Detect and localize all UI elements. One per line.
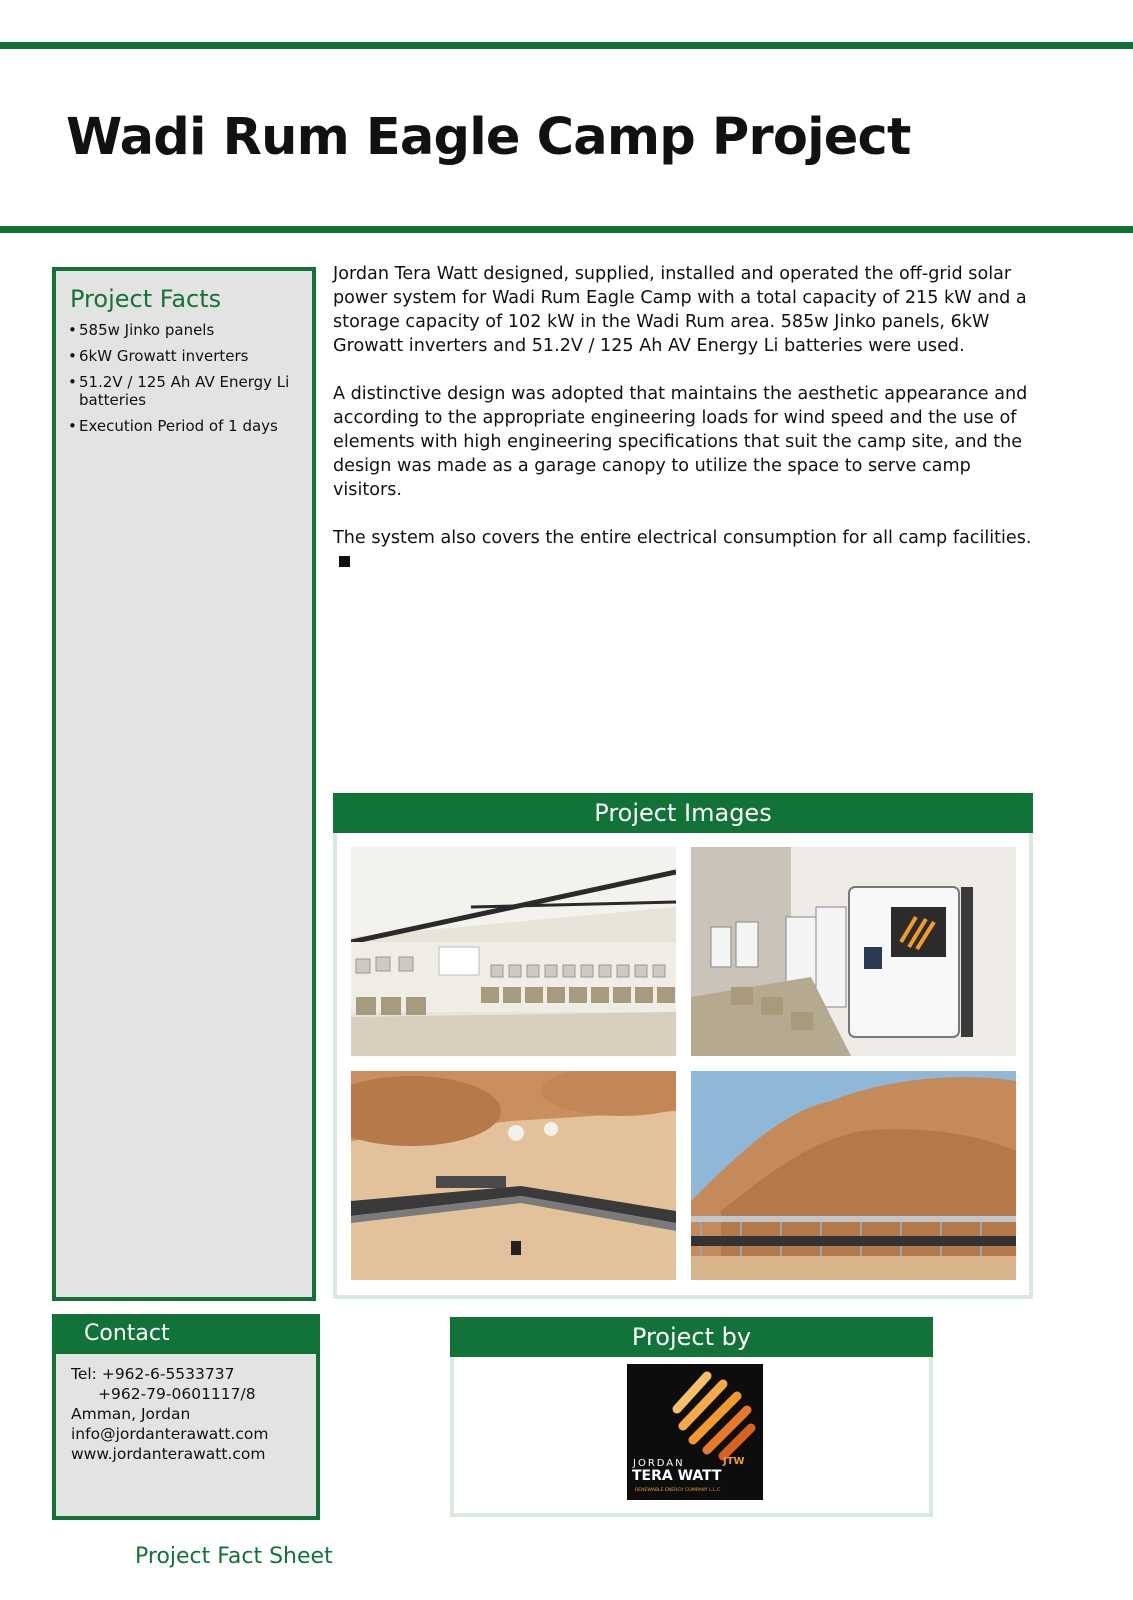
page-title: Wadi Rum Eagle Camp Project	[66, 108, 911, 167]
bullet-icon: •	[68, 347, 77, 365]
photo-inverter-closeup[interactable]	[691, 847, 1016, 1056]
bullet-icon: •	[68, 321, 77, 339]
contact-details	[52, 1354, 320, 1520]
logo-text-main: TERA WATT	[632, 1468, 722, 1484]
fact-item: • 6kW Growatt inverters	[68, 347, 249, 365]
project-images-heading: Project Images	[333, 793, 1033, 833]
top-rule	[0, 42, 1133, 49]
end-mark-icon	[339, 556, 350, 567]
photo-canopy-rock[interactable]	[691, 1071, 1016, 1280]
jordan-tera-watt-logo	[627, 1364, 763, 1500]
title-underline-rule	[0, 226, 1133, 233]
photo-battery-room-interior[interactable]	[351, 847, 676, 1056]
logo-text-sub: RENEWABLE ENERGY COMPANY L.L.C	[635, 1488, 721, 1493]
project-description	[333, 262, 1043, 598]
photo-canopy-aerial[interactable]	[351, 1071, 676, 1280]
description-paragraph: A distinctive design was adopted that maintains the aesthetic appearance and according to the appropriate engineering loads for wind speed and the use of elements with high engineering specifications that suit the camp site, and the design was made as a garage canopy to utilize the space to serve camp visitors.	[333, 384, 1028, 500]
fact-item: • 585w Jinko panels	[68, 321, 215, 339]
fact-item: • Execution Period of 1 days	[68, 417, 278, 435]
contact-heading: Contact	[52, 1314, 320, 1354]
contact-phone: Tel: +962-6-5533737	[71, 1365, 235, 1383]
logo-badge: JTW	[723, 1456, 745, 1467]
contact-email-link[interactable]: info@jordanterawatt.com	[71, 1425, 269, 1443]
contact-mobile: +962-79-0601117/8	[98, 1385, 256, 1403]
description-paragraph: Jordan Tera Watt designed, supplied, installed and operated the off-grid solar power system for Wadi Rum Eagle Camp with a total capacity of 215 kW and a storage capacity of 102 kW in the Wadi Rum area. 585w Jinko panels, 6kW Growatt inverters and 51.2V / 125 Ah AV Energy Li batteries were used.	[333, 264, 1027, 356]
description-paragraph-last: The system also covers the entire electrical consumption for all camp facilities.	[333, 526, 1043, 574]
bullet-icon: •	[68, 373, 77, 391]
project-facts-panel	[52, 267, 316, 1301]
project-images-gallery	[333, 833, 1033, 1299]
bullet-icon: •	[68, 417, 77, 435]
project-by-frame	[450, 1357, 933, 1517]
footer-label: Project Fact Sheet	[135, 1544, 333, 1569]
project-facts-heading: Project Facts	[70, 285, 222, 313]
logo-text-top: JORDAN	[633, 1458, 685, 1469]
project-by-heading: Project by	[450, 1317, 933, 1357]
contact-website-link[interactable]: www.jordanterawatt.com	[71, 1445, 266, 1463]
fact-item: • 51.2V / 125 Ah AV Energy Li batteries	[68, 373, 290, 409]
contact-city: Amman, Jordan	[71, 1405, 191, 1423]
project-facts-list	[68, 321, 302, 435]
